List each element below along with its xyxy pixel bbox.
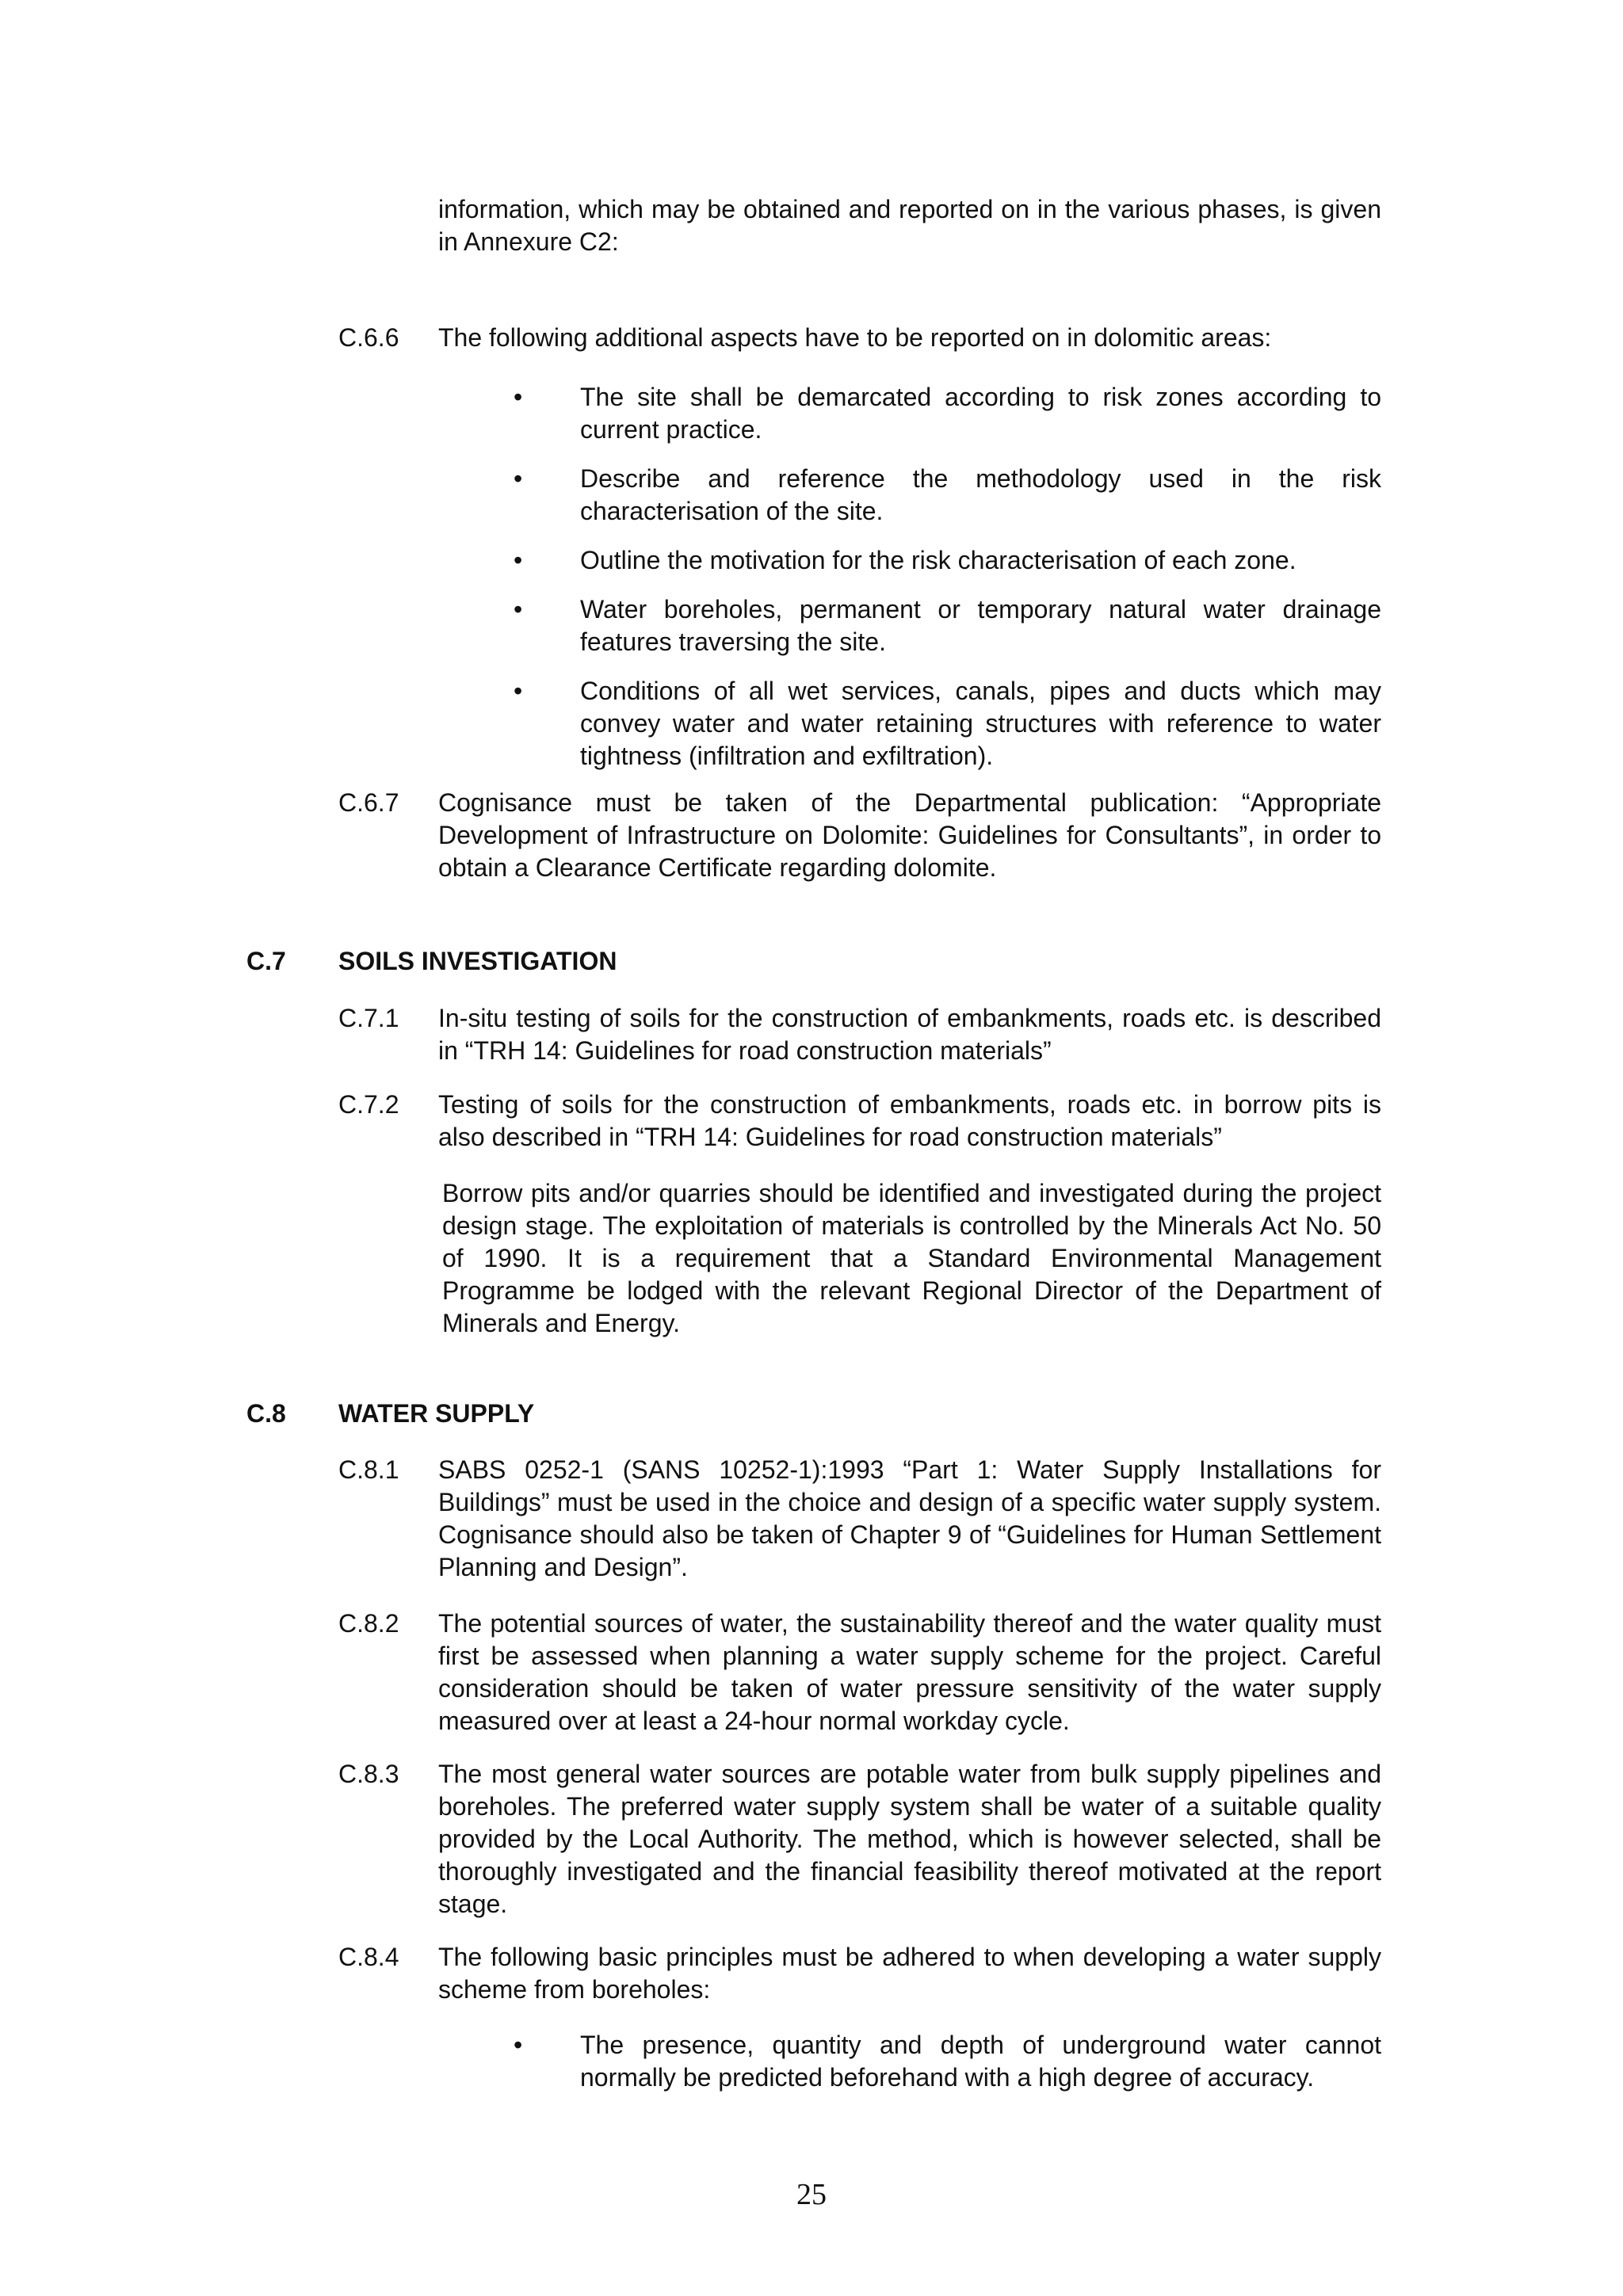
- borrow-pits-paragraph: Borrow pits and/or quarries should be identified and investigated during the project design stage. The exploitation of materials is controlled by the Minerals Act No. 50 of 1990. It is a requirement that a Standard Environmental Management Programme be lodged with the relevant Regional Director of the Department of Minerals and Energy.: [442, 1179, 1381, 1337]
- bullet-icon: •: [514, 595, 523, 624]
- section-number-c8: C.8: [246, 1399, 286, 1428]
- section-title-water-supply: WATER SUPPLY: [338, 1399, 535, 1428]
- c67-paragraph: Cognisance must be taken of the Departmental publication: “Appropriate Development of Infrastructure on Dolomite: Guidelines for Consultants”, in order to obtain a Clearance Certificate regarding dolomite.: [438, 788, 1381, 882]
- c66-bullet-4: Water boreholes, permanent or temporary natural water drainage features traversing the site.: [580, 595, 1381, 656]
- c84-paragraph: The following basic principles must be adhered to when developing a water supply scheme from boreholes:: [438, 1943, 1381, 2004]
- section-number-c81: C.8.1: [338, 1455, 399, 1484]
- bullet-icon: •: [514, 383, 523, 411]
- c71-paragraph: In-situ testing of soils for the construction of embankments, roads etc. is described in “TRH 14: Guidelines for road construction materials”: [438, 1004, 1381, 1065]
- c82-paragraph: The potential sources of water, the sustainability thereof and the water quality must first be assessed when planning a water supply scheme for the project. Careful consideration should be taken of water pressure sensitivity of the water supply measured over at least a 24-hour normal workday cycle.: [438, 1609, 1381, 1735]
- c81-paragraph: SABS 0252-1 (SANS 10252-1):1993 “Part 1: Water Supply Installations for Buildings” must be used in the choice and design of a specific water supply system. Cognisance should also be taken of Chapter 9 of “Guidelines for Human Settlement Planning and Design”.: [438, 1455, 1381, 1581]
- c66-bullet-2: Describe and reference the methodology used in the risk characterisation of the site.: [580, 464, 1381, 525]
- c66-bullet-1: The site shall be demarcated according to risk zones according to current practice.: [580, 383, 1381, 444]
- section-number-c67: C.6.7: [338, 788, 399, 817]
- section-title-soils-investigation: SOILS INVESTIGATION: [338, 947, 617, 975]
- bullet-icon: •: [514, 464, 523, 493]
- section-number-c7: C.7: [246, 947, 286, 975]
- section-number-c66: C.6.6: [338, 323, 399, 352]
- bullet-icon: •: [514, 546, 523, 574]
- bullet-icon: •: [514, 2031, 523, 2059]
- c83-paragraph: The most general water sources are potable water from bulk supply pipelines and boreholes. The preferred water supply system shall be water of a suitable quality provided by the Local Authority. The method, which is however selected, shall be thoroughly investigated and the financial feasibility thereof motivated at the report stage.: [438, 1760, 1381, 1918]
- page-number: 25: [796, 2178, 827, 2211]
- intro-paragraph: information, which may be obtained and reported on in the various phases, is given in Annexure C2:: [438, 195, 1381, 256]
- c72-paragraph: Testing of soils for the construction of embankments, roads etc. in borrow pits is also described in “TRH 14: Guidelines for road construction materials”: [438, 1090, 1381, 1151]
- section-number-c84: C.8.4: [338, 1943, 399, 1971]
- section-number-c83: C.8.3: [338, 1760, 399, 1788]
- c66-paragraph: The following additional aspects have to be reported on in dolomitic areas:: [438, 323, 1272, 352]
- c84-bullet-1: The presence, quantity and depth of underground water cannot normally be predicted beforehand with a high degree of accuracy.: [580, 2031, 1381, 2092]
- section-number-c71: C.7.1: [338, 1004, 399, 1032]
- c66-bullet-3: Outline the motivation for the risk characterisation of each zone.: [580, 546, 1296, 574]
- section-number-c82: C.8.2: [338, 1609, 399, 1638]
- section-number-c72: C.7.2: [338, 1090, 399, 1119]
- bullet-icon: •: [514, 677, 523, 705]
- c66-bullet-5: Conditions of all wet services, canals, pipes and ducts which may convey water and water retaining structures with reference to water tightness (infiltration and exfiltration).: [580, 677, 1381, 770]
